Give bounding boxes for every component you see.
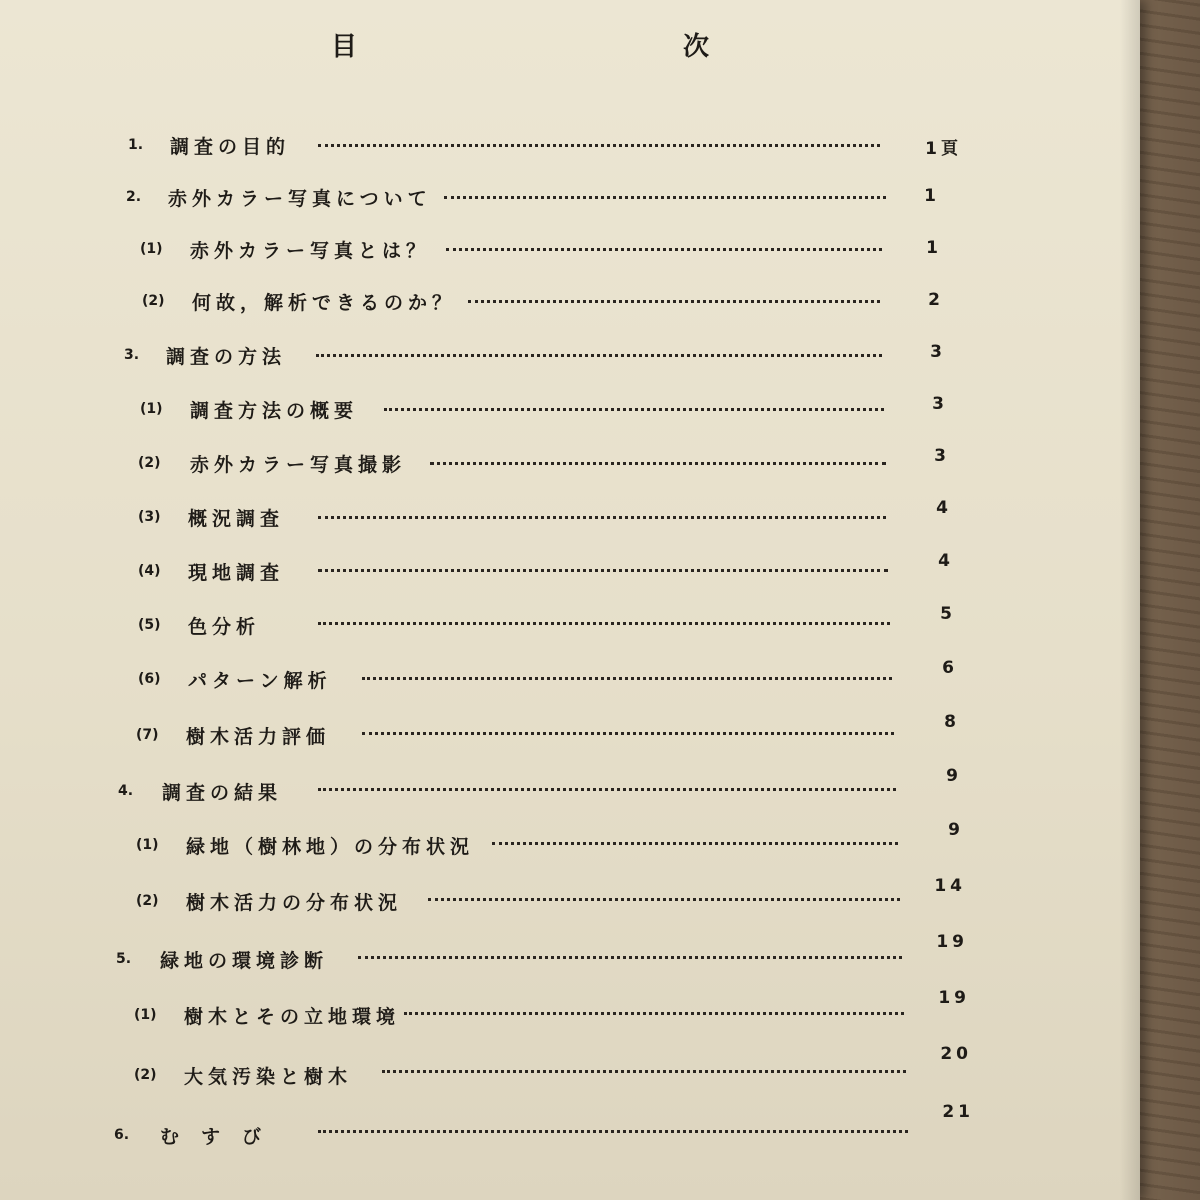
leader-dots bbox=[362, 675, 892, 680]
leader-dots bbox=[446, 246, 882, 251]
toc-entry-3-1 bbox=[140, 394, 358, 424]
toc-entry-label: 赤外カラー写真撮影 bbox=[190, 453, 407, 476]
leader-dots bbox=[428, 896, 900, 901]
toc-entry-page: 3 bbox=[930, 342, 946, 362]
toc-entry-page: 1 bbox=[926, 238, 942, 258]
toc-entry-3-4 bbox=[138, 556, 284, 586]
toc-entry-page: 4 bbox=[938, 551, 954, 571]
toc-entry-page: 8 bbox=[944, 712, 960, 732]
toc-entry-page: 3 bbox=[934, 446, 950, 466]
toc-entry-number: (3) bbox=[138, 509, 161, 525]
toc-entry-number: (4) bbox=[138, 563, 161, 579]
toc-entry-number: (2) bbox=[138, 455, 161, 471]
toc-entry-label: パターン解析 bbox=[188, 669, 332, 692]
leader-dots bbox=[384, 406, 884, 411]
toc-entry-number: (2) bbox=[142, 293, 165, 309]
leader-dots bbox=[382, 1068, 906, 1073]
page-title: 目 次 bbox=[330, 32, 859, 62]
toc-entry-number: (2) bbox=[134, 1067, 157, 1083]
toc-entry-page: 4 bbox=[936, 498, 952, 518]
toc-entry-number: (5) bbox=[138, 617, 161, 633]
toc-entry-4-1 bbox=[136, 830, 474, 860]
toc-entry-page: 19 bbox=[936, 932, 968, 952]
toc-entry-number: (6) bbox=[138, 671, 161, 687]
toc-entry-2-2 bbox=[142, 286, 456, 316]
toc-entry-2 bbox=[126, 182, 432, 212]
toc-entry-number: 6. bbox=[114, 1127, 130, 1143]
toc-entry-5 bbox=[116, 944, 328, 974]
toc-entry-label: 何故，解析できるのか？ bbox=[192, 291, 457, 314]
toc-entry-label: 大気汚染と樹木 bbox=[184, 1065, 353, 1088]
toc-entry-6 bbox=[114, 1120, 283, 1150]
toc-entry-1 bbox=[128, 130, 290, 160]
leader-dots bbox=[492, 840, 898, 845]
toc-entry-page: 1 bbox=[924, 186, 940, 206]
toc-entry-page: 14 bbox=[934, 876, 966, 896]
toc-entry-3-3 bbox=[138, 502, 284, 532]
leader-dots bbox=[318, 786, 896, 791]
leader-dots bbox=[358, 954, 902, 959]
toc-entry-page: 20 bbox=[940, 1044, 972, 1064]
toc-entry-3-6 bbox=[138, 664, 332, 694]
toc-entry-page: 19 bbox=[938, 988, 970, 1008]
leader-dots bbox=[430, 460, 886, 465]
toc-entry-label: 調査の方法 bbox=[166, 345, 287, 368]
toc-entry-label: 調査の目的 bbox=[170, 135, 291, 158]
toc-entry-number: (1) bbox=[136, 837, 159, 853]
toc-entry-number: 5. bbox=[116, 951, 132, 967]
leader-dots bbox=[318, 514, 886, 519]
toc-entry-number: (1) bbox=[140, 241, 163, 257]
toc-entry-number: (7) bbox=[136, 727, 159, 743]
leader-dots bbox=[362, 730, 894, 735]
toc-entry-label: 樹木とその立地環境 bbox=[184, 1005, 401, 1028]
toc-entry-number: (2) bbox=[136, 893, 159, 909]
toc-entry-label: 樹木活力の分布状況 bbox=[186, 891, 403, 914]
toc-entry-5-2 bbox=[134, 1060, 352, 1090]
toc-entry-label: 赤外カラー写真について bbox=[168, 187, 432, 210]
leader-dots bbox=[318, 567, 888, 572]
toc-entry-number: (1) bbox=[140, 401, 163, 417]
toc-entry-page: 21 bbox=[942, 1102, 974, 1122]
leader-dots bbox=[318, 1128, 908, 1133]
toc-entry-number: 3. bbox=[124, 347, 140, 363]
toc-entry-3-2 bbox=[138, 448, 406, 478]
toc-entry-label: 緑地（樹林地）の分布状況 bbox=[186, 835, 475, 858]
toc-entry-label: 樹木活力評価 bbox=[186, 725, 331, 748]
leader-dots bbox=[316, 352, 882, 357]
toc-entry-page: 5 bbox=[940, 604, 956, 624]
leader-dots bbox=[468, 298, 880, 303]
toc-entry-2-1 bbox=[140, 234, 430, 264]
toc-entry-page: 9 bbox=[948, 820, 964, 840]
toc-entry-label: 概況調査 bbox=[188, 507, 285, 530]
toc-entry-4-2 bbox=[136, 886, 402, 916]
toc-entry-page: 3 bbox=[932, 394, 948, 414]
toc-entry-label: 緑地の環境診断 bbox=[160, 949, 329, 972]
toc-entry-label: 色分析 bbox=[188, 615, 261, 638]
leader-dots bbox=[318, 620, 890, 625]
toc-entry-label: 調査の結果 bbox=[162, 781, 283, 804]
toc-entry-5-1 bbox=[134, 1000, 400, 1030]
toc-entry-number: 1. bbox=[128, 137, 144, 153]
toc-entry-page: 2 bbox=[928, 290, 944, 310]
toc-entry-label: 赤外カラー写真とは？ bbox=[190, 239, 431, 262]
toc-entry-3 bbox=[124, 340, 286, 370]
toc-entry-label: 調査方法の概要 bbox=[190, 399, 359, 422]
toc-entry-page: 1頁 bbox=[925, 139, 962, 159]
toc-entry-number: (1) bbox=[134, 1007, 157, 1023]
leader-dots bbox=[404, 1010, 904, 1015]
toc-entry-3-5 bbox=[138, 610, 260, 640]
toc-entry-page: 6 bbox=[942, 658, 958, 678]
leader-dots bbox=[444, 194, 886, 199]
toc-entry-number: 2. bbox=[126, 189, 142, 205]
toc-entry-page: 9 bbox=[946, 766, 962, 786]
leader-dots bbox=[318, 142, 880, 147]
toc-entry-3-7 bbox=[136, 720, 330, 750]
toc-entry-number: 4. bbox=[118, 783, 134, 799]
toc-entry-4 bbox=[118, 776, 282, 806]
toc-entry-label: 現地調査 bbox=[188, 561, 285, 584]
toc-entry-label: むすび bbox=[160, 1125, 284, 1148]
